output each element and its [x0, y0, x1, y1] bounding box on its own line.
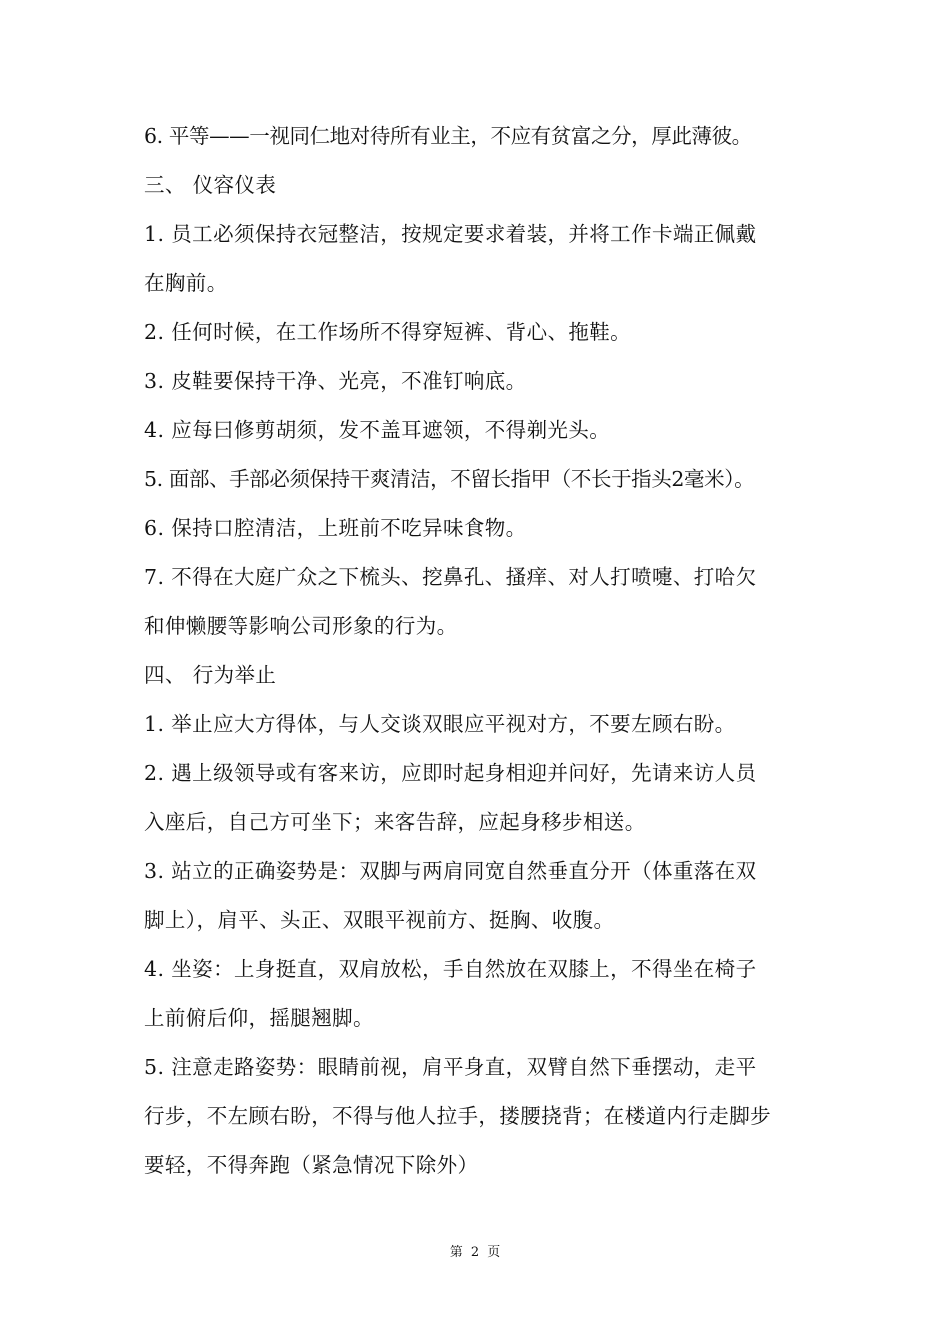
- text-line: 2. 遇上级领导或有客来访，应即时起身相迎并问好，先请来访人员: [144, 761, 757, 785]
- text-line: 7. 不得在大庭广众之下梳头、挖鼻孔、搔痒、对人打喷嚏、打哈欠: [144, 565, 757, 589]
- text-line: 上前俯后仰，摇腿翘脚。: [144, 1006, 374, 1030]
- footer-suffix: 页: [487, 1245, 501, 1260]
- text-line: 4. 应每曰修剪胡须，发不盖耳遮领，不得剃光头。: [144, 418, 611, 442]
- text-line: 行步，不左顾右盼，不得与他人拉手，搂腰挠背；在楼道内行走脚步: [144, 1104, 771, 1128]
- section-heading: 四、 行为举止: [144, 663, 277, 687]
- section-heading: 三、 仪容仪表: [144, 173, 277, 197]
- body-text: [144, 112, 816, 1190]
- text-line: 和伸懒腰等影响公司形象的行为。: [144, 614, 458, 638]
- text-line: 5. 面部、手部必须保持干爽清洁，不留长指甲（不长于指头2毫米）。: [144, 467, 755, 491]
- text-line: 1. 员工必须保持衣冠整洁，按规定要求着装，并将工作卡端正佩戴: [144, 222, 757, 246]
- text-line: 1. 举止应大方得体，与人交谈双眼应平视对方，不要左顾右盼。: [144, 712, 736, 736]
- text-line: 2. 任何时候，在工作场所不得穿短裤、背心、拖鞋。: [144, 320, 632, 344]
- text-line: 3. 站立的正确姿势是：双脚与两肩同宽自然垂直分开（体重落在双: [144, 859, 757, 883]
- text-line: 入座后，自己方可坐下；来客告辞，应起身移步相送。: [144, 810, 646, 834]
- footer-prefix: 第: [449, 1245, 463, 1260]
- page-number: 2: [470, 1245, 480, 1260]
- text-line: 在胸前。: [144, 271, 228, 295]
- text-line: 5. 注意走路姿势：眼睛前视，肩平身直，双臂自然下垂摆动，走平: [144, 1055, 757, 1079]
- text-line: 6. 保持口腔清洁，上班前不吃异味食物。: [144, 516, 527, 540]
- text-line: 4. 坐姿：上身挺直，双肩放松，手自然放在双膝上，不得坐在椅子: [144, 957, 757, 981]
- page-footer: [0, 1243, 950, 1263]
- text-line: 6. 平等——一视同仁地对待所有业主，不应有贫富之分，厚此薄彼。: [144, 124, 752, 148]
- text-line: 脚上），肩平、头正、双眼平视前方、挺胸、收腹。: [144, 908, 615, 932]
- text-line: 要轻，不得奔跑（紧急情况下除外）: [144, 1153, 479, 1177]
- text-line: 3. 皮鞋要保持干净、光亮，不准钉响底。: [144, 369, 527, 393]
